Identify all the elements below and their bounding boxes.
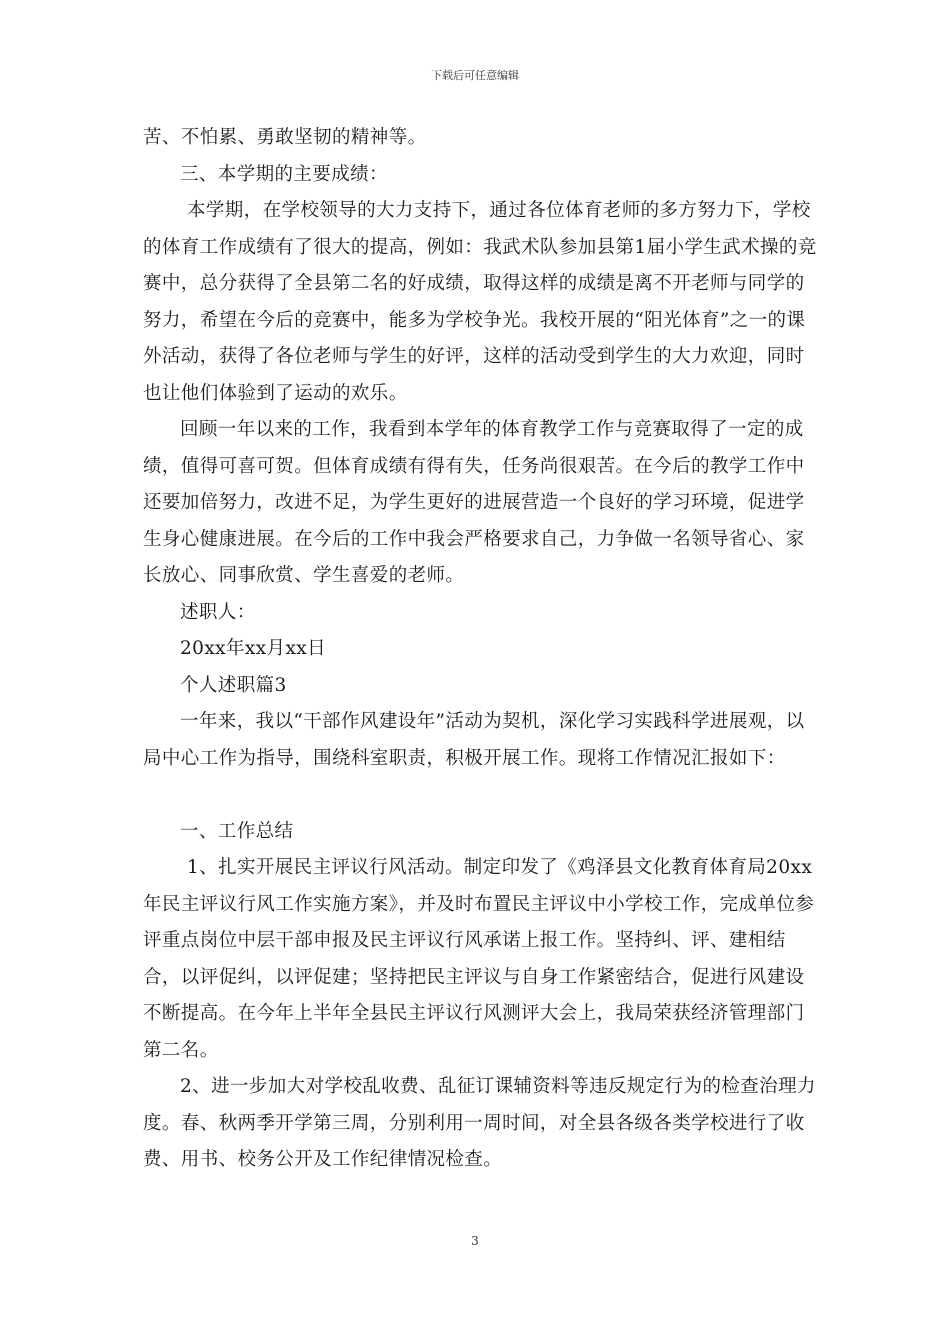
section-heading: 一、工作总结 [180,820,294,842]
date-line: 20xx年xx月xx日 [180,638,327,659]
paragraph: 本学期，在学校领导的大力支持下，通过各位体育老师的多方努力下，学校的体育工作成绩有了很大的提高，例如：我武术队参加县第1届小学生武术操的竞赛中，总分获得了全县第二名的好成绩，取得这样的成绩是离不开老师与同学的努力，希望在今后的竞赛中，能多为学校争光。我校开展的“阳光体育”之一的课外活动，获得了各位老师与学生的好评，这样的活动受到学生的大力欢迎，同时也让他们体验到了运动的欢乐。 [143,200,817,404]
spacer [143,777,823,814]
paragraph: 一年来，我以“干部作风建设年”活动为契机，深化学习实践科学进展观，以局中心工作为指导，围绕科室职责，积极开展工作。现将工作情况汇报如下： [143,711,805,769]
section-heading: 三、本学期的主要成绩： [180,163,388,185]
paragraph: 苦、不怕累、勇敢坚韧的精神等。 [143,127,427,148]
signature-label: 述职人： [180,601,256,623]
paragraph: 1、扎实开展民主评议行风活动。制定印发了《鸡泽县文化教育体育局20xx年民主评议行风工作实施方案》，并及时布置民主评议中小学校工作，完成单位参评重点岗位中层干部申报及民主评议行风承诺上报工作。坚持纠、评、建相结合，以评促纠，以评促建；坚持把民主评议与自身工作紧密结合，促进行风建设不断提高。在今年上半年全县民主评议行风测评大会上，我局荣获经济管理部门第二名。 [143,857,815,1061]
section-title: 个人述职篇3 [180,674,287,696]
page-header: 下载后可任意编辑 [431,69,519,82]
paragraph: 2、进一步加大对学校乱收费、乱征订课辅资料等违反规定行为的检查治理力度。春、秋两季开学第三周，分别利用一周时间，对全县各级各类学校进行了收费、用书、校务公开及工作纪律情况检查。 [143,1076,816,1170]
document-body [143,120,823,1179]
paragraph: 回顾一年以来的工作，我看到本学年的体育教学工作与竞赛取得了一定的成绩，值得可喜可贺。但体育成绩有得有失，任务尚很艰苦。在今后的教学工作中还要加倍努力，改进不足，为学生更好的进展营造一个良好的学习环境，促进学生身心健康进展。在今后的工作中我会严格要求自己，力争做一名领导省心、家长放心、同事欣赏、学生喜爱的老师。 [143,419,805,586]
page-number: 3 [471,1234,479,1248]
